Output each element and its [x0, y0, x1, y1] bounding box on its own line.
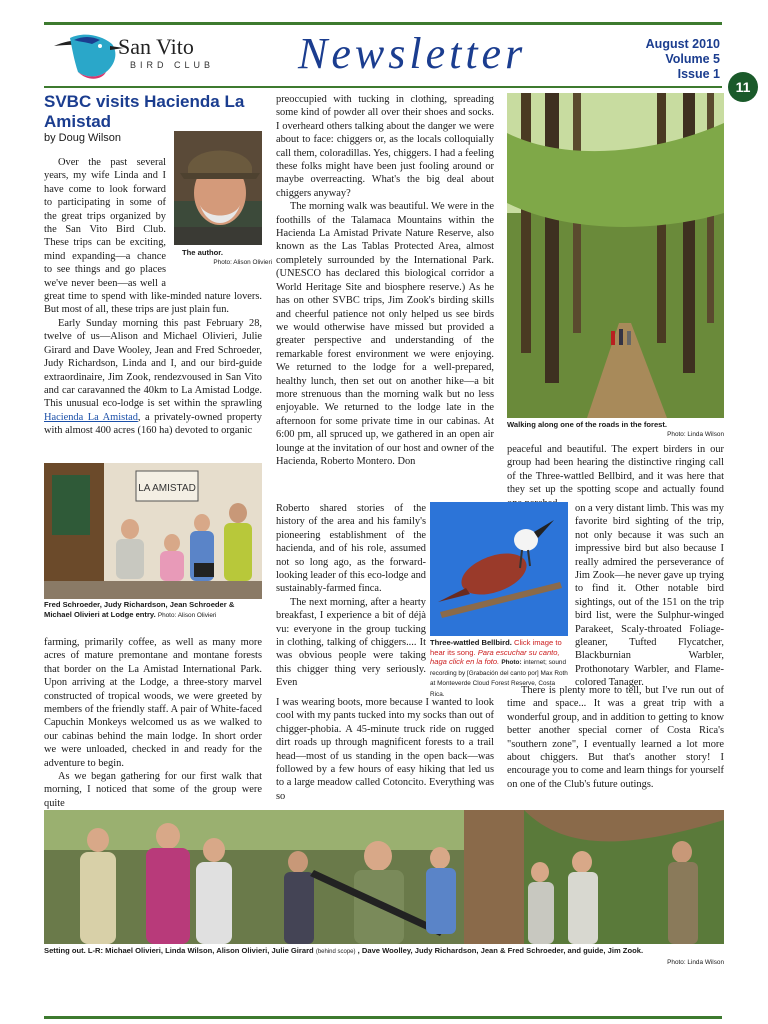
group-caption-tail: , Dave Woolley, Judy Richardson, Jean & Fred Schroeder, and guide, Jim Zook. [357, 946, 644, 955]
bellbird-photo[interactable] [430, 502, 568, 636]
group-caption [44, 946, 724, 967]
bellbird-caption-title: Three-wattled Bellbird. [430, 638, 512, 647]
paragraph: The next morning, after a hearty breakfast, I experience a bit of déjà vu: everyone in the group tucking in clothing, talking of chiggers.... It was obvious people were taking this chigger thing very seriously. Even [276, 596, 426, 689]
column-3-top [507, 443, 724, 510]
bottom-rule [44, 1016, 722, 1019]
lodge-entry-photo [44, 463, 262, 599]
paragraph: The morning walk was beautiful. We were in the foothills of the Talamaca Mountains within the Hacienda La Amistad Private Nature Reserve, also known as the Las Tablas Protected Area, almost completely surrounded by the International Park. (UNESCO has declared this biological corridor a World Heritage Site and biosphere reserve.) As he has on other SVBC trips, Jim Zook's birding skills and cheerful patience not only helped us see birds we would otherwise have missed but provided a greater perspective and understanding of the remarkable forest environment we were enjoying. We returned to the lodge for a well-prepared, healthy lunch, then set out on another hike—a bit more strenuous than the morning walk but no less enjoyable. We returned to the lodge late in the afternoon for some private time in our cabinas. At 6:00 pm, all spruced up, we gathered in an open air lounge at the invitation of our host and owner of the Hacienda, Roberto Montero. Don [276, 201, 494, 467]
issue-number: Issue 1 [677, 67, 720, 81]
group-caption-text: Setting out. L-R: Michael Olivieri, Linda Wilson, Alison Olivieri, Julie Girard [44, 946, 314, 955]
lodge-sign-text: LA AMISTAD [138, 483, 196, 494]
hacienda-link[interactable]: Hacienda La Amistad [44, 411, 138, 423]
road-caption [507, 420, 724, 439]
club-subtitle: BIRD CLUB [130, 60, 215, 70]
road-caption-credit: Photo: Linda Wilson [667, 430, 724, 438]
paragraph: preoccupied with tucking in clothing, spreading some kind of powder all over their shoes and socks. I overheard others talking about the danger we were about to face: chiggers or, as the locals colloquially call them, coloradillas. Yes, chiggers. I had a feeling these folks might have been just fooling around or maybe overreacting. What's the big deal about chiggers anyway? [276, 94, 494, 199]
group-photo [44, 810, 724, 944]
bellbird-caption-credit: internet; sound recording by [Grabación del canto por] Max Roth at Monteverde Cloud Forest Reserve, Costa Rica. [430, 659, 568, 698]
column-2-top [276, 93, 494, 468]
bellbird-caption-spanish[interactable]: Para escuchar su canto, haga click en la foto. [430, 647, 560, 667]
page-number-badge: 11 [728, 72, 758, 102]
paragraph: I was wearing boots, more because I wanted to look cool with my pants tucked into my socks than out of chigger-phobia. A 45-minute truck ride on rugged dirt roads up through magnificent forests to a trail head—most of us standing in the open back—was followed by a few hours of easy hiking that led us to a large meadow called Cotoncito. Everything was so [276, 697, 494, 802]
masthead-title: Newsletter [298, 29, 527, 78]
column-1-full [44, 156, 262, 456]
author-caption-text: The author. [182, 248, 223, 257]
bellbird-caption-photo-label: Photo: [501, 659, 522, 667]
lodge-caption [44, 600, 264, 620]
group-caption-small: (behind scope) [315, 949, 356, 955]
paragraph: peaceful and beautiful. The expert birders in our group had been hearing the distinctive ringing call of the Three-wattled Bellbird, and it was here that they set up the spotting scope and actually found [507, 444, 724, 496]
paragraph: Over the past several years, my wife Linda and I have come to look forward to participating in some of the great trips organized by the San Vito Bird Club. These trips can be exciting, mind expanding—a chance to see things and go places we've never been—as well a great time to spend with like-minded nature lovers. But most of all, these trips are just plain fun. [44, 157, 262, 316]
article-title: SVBC visits Hacienda La Amistad [44, 92, 245, 131]
author-photo-spacer [166, 156, 262, 278]
forest-road-photo [507, 93, 724, 418]
header-rule [44, 86, 722, 88]
column-2-bottom [276, 696, 494, 803]
paragraph: There is plenty more to tell, but I've run out of time and space... It was a great trip with a wonderful group, and in addition to getting to know better another special corner of Costa Rica's "southern zone", I eventually learned a lot more about chiggers. But that's another story! I encourage you to come and learn things for yourself on one of the Club's future outings. [507, 685, 724, 790]
road-caption-text: Walking along one of the roads in the forest. [507, 420, 668, 429]
top-rule [44, 22, 722, 25]
column-3-bottom [507, 684, 724, 791]
lodge-caption-credit: Photo: Alison Olivieri [157, 611, 217, 619]
column-3-middle [575, 502, 724, 690]
column-1-bottom [44, 636, 262, 810]
author-caption-credit: Photo: Alison Olivieri [213, 258, 272, 266]
issue-info [646, 37, 720, 82]
bellbird-caption-click[interactable]: Click image to hear its song. [430, 638, 562, 657]
group-caption-credit: Photo: Linda Wilson [667, 958, 724, 966]
paragraph: As we began gathering for our first walk that morning, I noticed that some of the group were quite [44, 771, 262, 809]
issue-date: August 2010 [645, 37, 720, 51]
paragraph: on a very distant limb. This was my favorite bird sighting of the trip, not only because it was such an impressive bird but also because I really admired the perseverance of Jim Zook—he never gave up trying to find it. Other notable bird sightings, out of the 151 on the trip bird list, were the Sulphur-winged Parakeet, Scaly-throated Foliage-gleaner, Tufted Flycatcher, Blackburnian Warbler, Prothonotary Warbler, and Flame-colored Tanager. [575, 503, 724, 689]
paragraph: Early Sunday morning this past February 28, twelve of us—Alison and Michael Olivieri, Julie Girard and Dave Wooley, Jean and Fred Schroeder, Judy Richardson, Linda and I, and our bird-guide extraordinaire, Jim Zook, rendezvoused in San Vito and car caravanned the 40km to La Amistad Lodge. This unusual eco-lodge is set within the sprawling Hacienda La Amistad, a privately-owned property with almost 400 acres (160 ha) devoted to organic [44, 317, 262, 437]
column-2-middle [276, 502, 426, 690]
issue-volume: Volume 5 [665, 52, 720, 66]
club-name: San Vito [118, 34, 194, 59]
paragraph: Roberto shared stories of the history of the area and his family's pioneering establishment of the hacienda, and of his role, assumed not so long ago, as the forward-looking leader of this eco-lodge and sustainably-farmed finca. [276, 503, 426, 595]
lodge-caption-text: Fred Schroeder, Judy Richardson, Jean Schroeder & Michael Olivieri at Lodge entry. [44, 600, 235, 619]
paragraph: farming, primarily coffee, as well as many more acres of mature premontane and montane forests that border on the La Amistad International Park. Upon arriving at the Lodge, a three-story marvel constructed of tropical woods, we were greeted by members of the friendly staff. A pair of White-faced Capuchin Monkeys welcomed us as we walked to our cabinas behind the main lodge. In short order we were unloaded, checked in and ready for the adventure to begin. [44, 637, 262, 769]
article-byline: by Doug Wilson [44, 132, 122, 144]
